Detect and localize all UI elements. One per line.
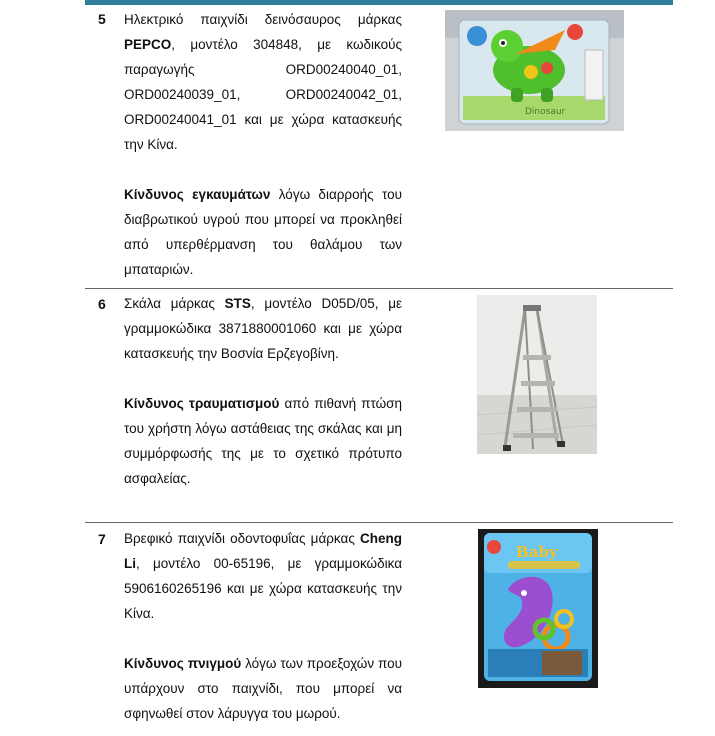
item-6-risk-text: από πιθανή πτώση του χρήστη λόγω αστάθειας της σκάλας και μη συμμόρφωσής της με το σχετικό πρότυπο ασφαλείας. [124, 396, 402, 486]
item-5-desc-rest: , μοντέλο 304848, με κωδικούς παραγωγής ORD00240040_01, ORD00240039_01, ORD00240042_01, ORD00240041_01 και με χώρα κατασκευής την Κίνα. [124, 37, 402, 152]
row-divider [85, 522, 673, 523]
item-5-text [124, 7, 402, 282]
item-5-desc-start: Ηλεκτρικό παιχνίδι δεινόσαυρος μάρκας [124, 12, 402, 27]
item-6-description [124, 291, 402, 366]
item-6-text [124, 291, 402, 491]
item-6-desc-rest: , μοντέλο D05D/05, με γραμμοκώδικα 3871880001060 και με χώρα κατασκευής την Βοσνία Ερζεγοβίνη. [124, 296, 403, 361]
item-7-desc-start: Βρεφικό παιχνίδι οδοντοφυΐας μάρκας [124, 531, 360, 546]
row-divider [85, 288, 673, 289]
svg-text:Dinosaur: Dinosaur [525, 107, 566, 117]
item-6-desc-start: Σκάλα μάρκας [124, 296, 225, 311]
item-7-risk-title: Κίνδυνος πνιγμού [124, 656, 242, 671]
table-top-bar [85, 0, 673, 5]
item-7-description [124, 526, 402, 626]
item-5-risk-text: λόγω διαρροής του διαβρωτικού υγρού που μπορεί να προκληθεί από υπερθέρμανση του θαλάμου των μπαταριών. [124, 187, 402, 277]
item-6-risk-title: Κίνδυνος τραυματισμού [124, 396, 280, 411]
item-7-desc-rest: , μοντέλο 00-65196, με γραμμοκώδικα 5906160265196 και με χώρα κατασκευής την Κίνα. [124, 556, 402, 621]
item-7-text [124, 526, 402, 726]
item-number-7: 7 [98, 531, 106, 547]
item-5-risk-title: Κίνδυνος εγκαυμάτων [124, 187, 271, 202]
item-number-5: 5 [98, 11, 106, 27]
item-6-brand: STS [224, 296, 251, 311]
item-7-risk-text: λόγω των προεξοχών που υπάρχουν στο παιχνίδι, που μπορεί να σφηνωθεί στον λάρυγγα του μωρού. [124, 656, 403, 721]
ladder-photo [477, 295, 597, 454]
item-5-brand: PEPCO [124, 37, 172, 52]
dinosaur-toy-photo [445, 10, 624, 131]
item-5-risk [124, 182, 402, 282]
teether-toy-photo [478, 529, 598, 688]
item-5-description [124, 7, 402, 157]
item-7-brand: Cheng Li [124, 531, 402, 571]
item-number-6: 6 [98, 296, 106, 312]
item-6-risk [124, 391, 402, 491]
item-7-risk [124, 651, 402, 726]
packaging-brand-text: Baby [516, 543, 558, 561]
